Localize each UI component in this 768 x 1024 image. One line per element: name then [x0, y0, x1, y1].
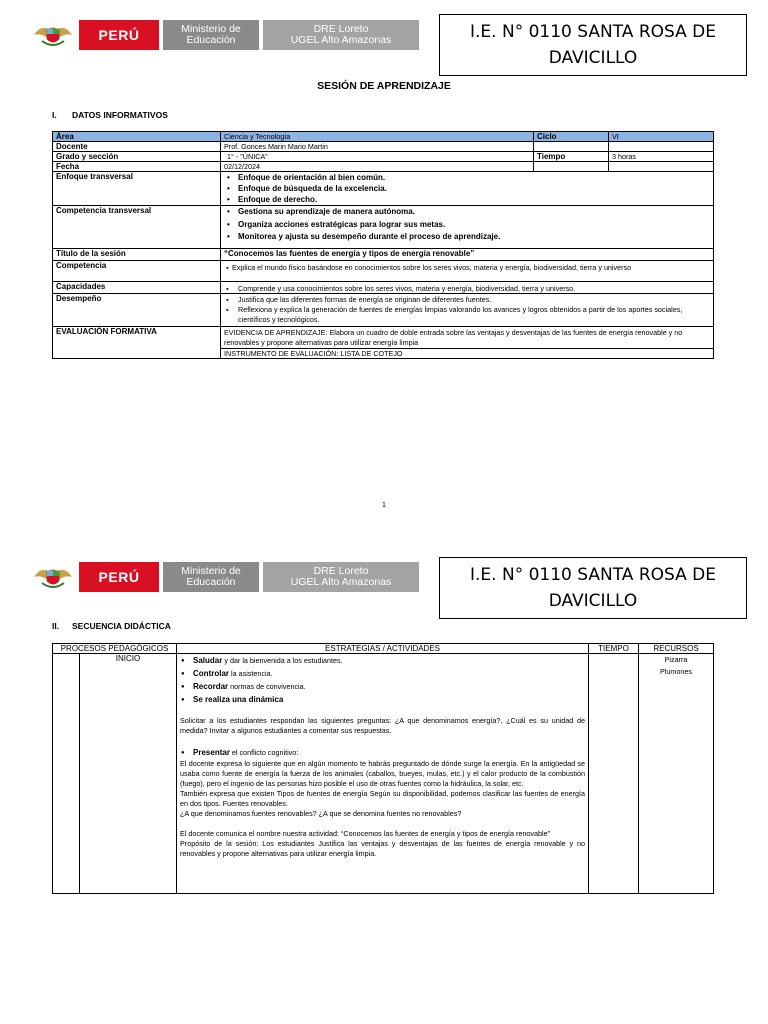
school-name-line1: I.E. N° 0110 SANTA ROSA DE	[470, 565, 716, 585]
competencia-cell	[221, 261, 714, 282]
bullet-text: y dar la bienvenida a los estudiantes.	[222, 656, 343, 665]
evaluacion-label: EVALUACIÓN FORMATIVA	[53, 327, 221, 359]
dre-line1: DRE Loreto	[313, 23, 369, 35]
column-header-estrategias: ESTRATEGIAS / ACTIVIDADES	[177, 644, 589, 654]
school-name-line2: DAVICILLO	[548, 591, 638, 611]
bullet-bold: Se realiza una dinámica	[193, 695, 284, 704]
paragraph: Solicitar a los estudiantes respondan las siguientes preguntas: ¿A que denominamos energía?, ¿Cuál es su unidad de medida? Invitar a algunos estudiantes a comentar sus respuestas.	[180, 716, 586, 735]
capacidades-label: Capacidades	[53, 282, 221, 294]
school-name-line1: I.E. N° 0110 SANTA ROSA DE	[470, 22, 716, 42]
section-heading-1	[52, 110, 168, 120]
recursos-cell	[639, 654, 714, 894]
bullet-text: normas de convivencia.	[228, 682, 306, 691]
paragraph: El docente comunica el nombre nuestra actividad: “Conocemos las fuentes de energía y tipos de energía renovable”	[180, 829, 550, 838]
area-label: Área	[53, 132, 221, 142]
tiempo-cell	[589, 654, 639, 894]
school-name-line2: DAVICILLO	[548, 48, 638, 68]
inicio-label: INICIO	[80, 654, 177, 894]
table-row	[53, 206, 714, 249]
evidencia-value: EVIDENCIA DE APRENDIZAJE: Elabora un cuadro de doble entrada sobre las ventajas y desventajas de las fuentes de energía renovable y no renovables y propone alternativas para utilizar energía limpia	[221, 327, 714, 349]
header-logos	[27, 20, 419, 50]
list-item: • Enfoque de orientación al bien común.	[224, 172, 710, 183]
ciclo-label: Ciclo	[534, 132, 609, 142]
fecha-value: 02/12/2024	[221, 162, 534, 172]
bullet-bold: Controlar	[193, 669, 230, 678]
ministry-label	[163, 20, 259, 50]
table-row	[53, 282, 714, 294]
ciclo-value: VI	[609, 132, 714, 142]
school-name-box	[439, 557, 747, 619]
dre-line2: UGEL Alto Amazonas	[290, 576, 392, 588]
list-item: • Enfoque de búsqueda de la excelencia.	[224, 183, 710, 194]
desempeno-label: Desempeño	[53, 294, 221, 327]
header-logos	[27, 562, 419, 592]
competencia-label: Competencia	[53, 261, 221, 282]
enfoque-list-cell	[221, 172, 714, 206]
competencia-transversal-cell	[221, 206, 714, 249]
table-row	[53, 261, 714, 282]
page-2	[0, 546, 768, 1024]
table-row	[53, 249, 714, 261]
table-row	[53, 654, 714, 894]
list-item: • Monitorea y ajusta su desempeño durante el proceso de aprendizaje.	[224, 231, 710, 244]
competencia-transversal-label: Competencia transversal	[53, 206, 221, 249]
table-row	[53, 172, 714, 206]
desempeno-cell	[221, 294, 714, 327]
docente-value: Prof. Gonces Marin Mario Martin	[221, 142, 534, 152]
paragraph: ¿A que denominamos fuentes renovables? ¿A que se denomina fuentes no renovables?	[180, 809, 462, 818]
bullet-bold: Presentar	[193, 748, 230, 757]
coat-of-arms-icon	[27, 20, 79, 50]
enfoque-label: Enfoque transversal	[53, 172, 221, 206]
table-row	[53, 327, 714, 349]
instrumento-value: INSTRUMENTO DE EVALUACIÓN: LISTA DE COTEJO	[221, 349, 714, 359]
paragraph: También expresa que existen Tipos de fuentes de energía Según su disponibilidad, podemos clasificar las fuentes de energía en dos tipos. Fuentes renovables.	[180, 789, 586, 808]
grado-value: 1° - "ÚNICA"	[221, 152, 534, 162]
titulo-value: “Conocemos las fuentes de energía y tipos de energía renovable”	[221, 249, 714, 261]
list-item	[180, 681, 585, 693]
column-header-procesos: PROCESOS PEDAGÓGICOS	[53, 644, 177, 654]
column-header-recursos: RECURSOS	[639, 644, 714, 654]
recurso-item: Plumones	[660, 667, 692, 676]
paragraph: El docente expresa lo siguiente que en algún momento te habrás preguntado de dónde surge la energía. En la antigüedad se usaba como fuente de energía la fuerza de los animales (caballos, bueyes, mulas, etc.) y el calor producto de la combustión (fuego), pero el ingenio de las personas hizo posible el uso de otras fuentes como la hidráulica, la solar, etc.	[180, 759, 586, 788]
estrategias-cell	[177, 654, 589, 894]
table-row	[53, 162, 714, 172]
list-item: • Organiza acciones estratégicas para lograr sus metas.	[224, 219, 710, 232]
section-number: II.	[52, 621, 60, 631]
info-table	[52, 131, 714, 359]
competencia-value: ▪ Explica el mundo físico basándose en conocimientos sobre los seres vivos, materia y energía, biodiversidad, tierra y universo	[224, 263, 710, 272]
page-number: 1	[382, 502, 386, 509]
docente-label: Docente	[53, 142, 221, 152]
capacidades-value: ▪ Comprende y usa conocimientos sobre los seres vivos, materia y energía, biodiversidad, tierra y universo.	[224, 284, 710, 293]
bullet-text: el conflicto cognitivo:	[229, 748, 299, 757]
bullet-text: la asistencia.	[229, 669, 273, 678]
section-label: SECUENCIA DIDÁCTICA	[72, 621, 171, 631]
column-header-tiempo: TIEMPO	[589, 644, 639, 654]
dre-line2: UGEL Alto Amazonas	[290, 34, 392, 46]
titulo-label: Título de la sesión	[53, 249, 221, 261]
fecha-label: Fecha	[53, 162, 221, 172]
paragraph: Propósito de la sesión: Los estudiantes Justifica las ventajas y desventajas de las fuentes de energía renovable y no renovables y propone alternativas para utilizar energía limpia.	[180, 839, 586, 858]
ministry-line2: Educación	[186, 576, 236, 588]
list-item	[180, 747, 585, 759]
list-item	[180, 694, 585, 706]
list-item: ▪ Reflexiona y explica la generación de fuentes de energías limpias valorando los avances y logros obtenidos a partir de los aportes sociales, científicos y tecnológicos.	[224, 305, 710, 325]
table-row	[53, 142, 714, 152]
peru-label: PERÚ	[79, 562, 159, 592]
ministry-label	[163, 562, 259, 592]
list-item: ▪ Justifica que las diferentes formas de energía se originan de diferentes fuentes.	[224, 295, 710, 305]
ministry-line1: Ministerio de	[181, 565, 241, 577]
table-row	[53, 294, 714, 327]
list-item	[180, 668, 585, 680]
sequence-table	[52, 643, 714, 894]
list-item	[180, 655, 585, 667]
table-row	[53, 152, 714, 162]
page-title: SESIÓN DE APRENDIZAJE	[317, 80, 451, 92]
school-name-box	[439, 14, 747, 76]
capacidades-cell	[221, 282, 714, 294]
table-header-row	[53, 644, 714, 654]
dre-label	[263, 20, 419, 50]
list-item: • Gestiona su aprendizaje de manera autónoma.	[224, 206, 710, 219]
section-number: I.	[52, 110, 57, 120]
ministry-line2: Educación	[186, 34, 236, 46]
coat-of-arms-icon	[27, 562, 79, 592]
bullet-bold: Recordar	[193, 682, 229, 691]
list-item: • Enfoque de derecho.	[224, 194, 710, 205]
table-row	[53, 132, 714, 142]
grado-label: Grado y sección	[53, 152, 221, 162]
tiempo-value: 3 horas	[609, 152, 714, 162]
dre-label	[263, 562, 419, 592]
section-label: DATOS INFORMATIVOS	[72, 110, 168, 120]
recurso-item: Pizarra	[664, 655, 688, 664]
dre-line1: DRE Loreto	[313, 565, 369, 577]
section-heading-2	[52, 621, 171, 631]
tiempo-label: Tiempo	[534, 152, 609, 162]
area-value: Ciencia y Tecnología	[221, 132, 534, 142]
bullet-bold: Saludar	[193, 656, 223, 665]
ministry-line1: Ministerio de	[181, 23, 241, 35]
peru-label: PERÚ	[79, 20, 159, 50]
